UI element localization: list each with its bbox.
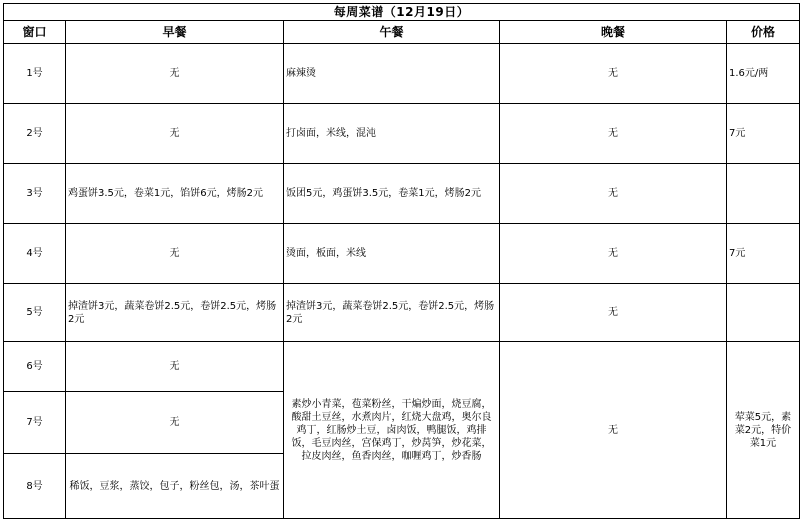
price-cell: 7元: [727, 224, 800, 284]
window-cell: 8号: [4, 454, 66, 519]
menu-table: [3, 3, 800, 519]
col-header-lunch: 午餐: [284, 21, 500, 44]
window-cell: 1号: [4, 44, 66, 104]
lunch-merged-cell: 素炒小青菜，苞菜粉丝，干煸炒面，烧豆腐，酸甜土豆丝，水煮肉片，红烧大盘鸡，奥尔良鸡丁，红肠炒土豆，卤肉饭，鸭腿饭，鸡排饭，毛豆肉丝，宫保鸡丁，炒莴笋，炒花菜，拉皮肉丝，鱼香肉丝，咖喱鸡丁，炒香肠: [284, 342, 500, 519]
table-row: [4, 164, 800, 224]
dinner-cell: 无: [500, 164, 727, 224]
table-row: [4, 224, 800, 284]
dinner-cell: 无: [500, 284, 727, 342]
lunch-cell: 麻辣烫: [284, 44, 500, 104]
dinner-cell: 无: [500, 224, 727, 284]
lunch-cell: 打卤面，米线，混沌: [284, 104, 500, 164]
col-header-breakfast: 早餐: [66, 21, 284, 44]
col-header-price: 价格: [727, 21, 800, 44]
breakfast-cell: 无: [66, 44, 284, 104]
lunch-cell: 饭团5元，鸡蛋饼3.5元，卷菜1元，烤肠2元: [284, 164, 500, 224]
window-cell: 6号: [4, 342, 66, 392]
breakfast-cell: 无: [66, 392, 284, 454]
window-cell: 3号: [4, 164, 66, 224]
price-merged-cell: 荤菜5元，素菜2元，特价菜1元: [727, 342, 800, 519]
window-cell: 4号: [4, 224, 66, 284]
breakfast-cell: 掉渣饼3元，蔬菜卷饼2.5元，卷饼2.5元，烤肠2元: [66, 284, 284, 342]
table-row: [4, 342, 800, 392]
dinner-merged-cell: 无: [500, 342, 727, 519]
page-title: 每周菜谱（12月19日）: [4, 4, 800, 21]
breakfast-cell: 无: [66, 224, 284, 284]
price-cell: 7元: [727, 104, 800, 164]
price-cell: [727, 284, 800, 342]
col-header-dinner: 晚餐: [500, 21, 727, 44]
col-header-window: 窗口: [4, 21, 66, 44]
window-cell: 2号: [4, 104, 66, 164]
price-cell: [727, 164, 800, 224]
breakfast-cell: 鸡蛋饼3.5元，卷菜1元，馅饼6元，烤肠2元: [66, 164, 284, 224]
lunch-cell: 掉渣饼3元，蔬菜卷饼2.5元，卷饼2.5元，烤肠2元: [284, 284, 500, 342]
dinner-cell: 无: [500, 44, 727, 104]
header-row: [4, 21, 800, 44]
window-cell: 7号: [4, 392, 66, 454]
window-cell: 5号: [4, 284, 66, 342]
breakfast-cell: 无: [66, 342, 284, 392]
lunch-cell: 烫面，板面，米线: [284, 224, 500, 284]
table-row: [4, 44, 800, 104]
breakfast-cell: 无: [66, 104, 284, 164]
table-row: [4, 104, 800, 164]
dinner-cell: 无: [500, 104, 727, 164]
price-cell: 1.6元/两: [727, 44, 800, 104]
breakfast-cell: 稀饭，豆浆，蒸饺，包子，粉丝包，汤，茶叶蛋: [66, 454, 284, 519]
table-row: [4, 284, 800, 342]
